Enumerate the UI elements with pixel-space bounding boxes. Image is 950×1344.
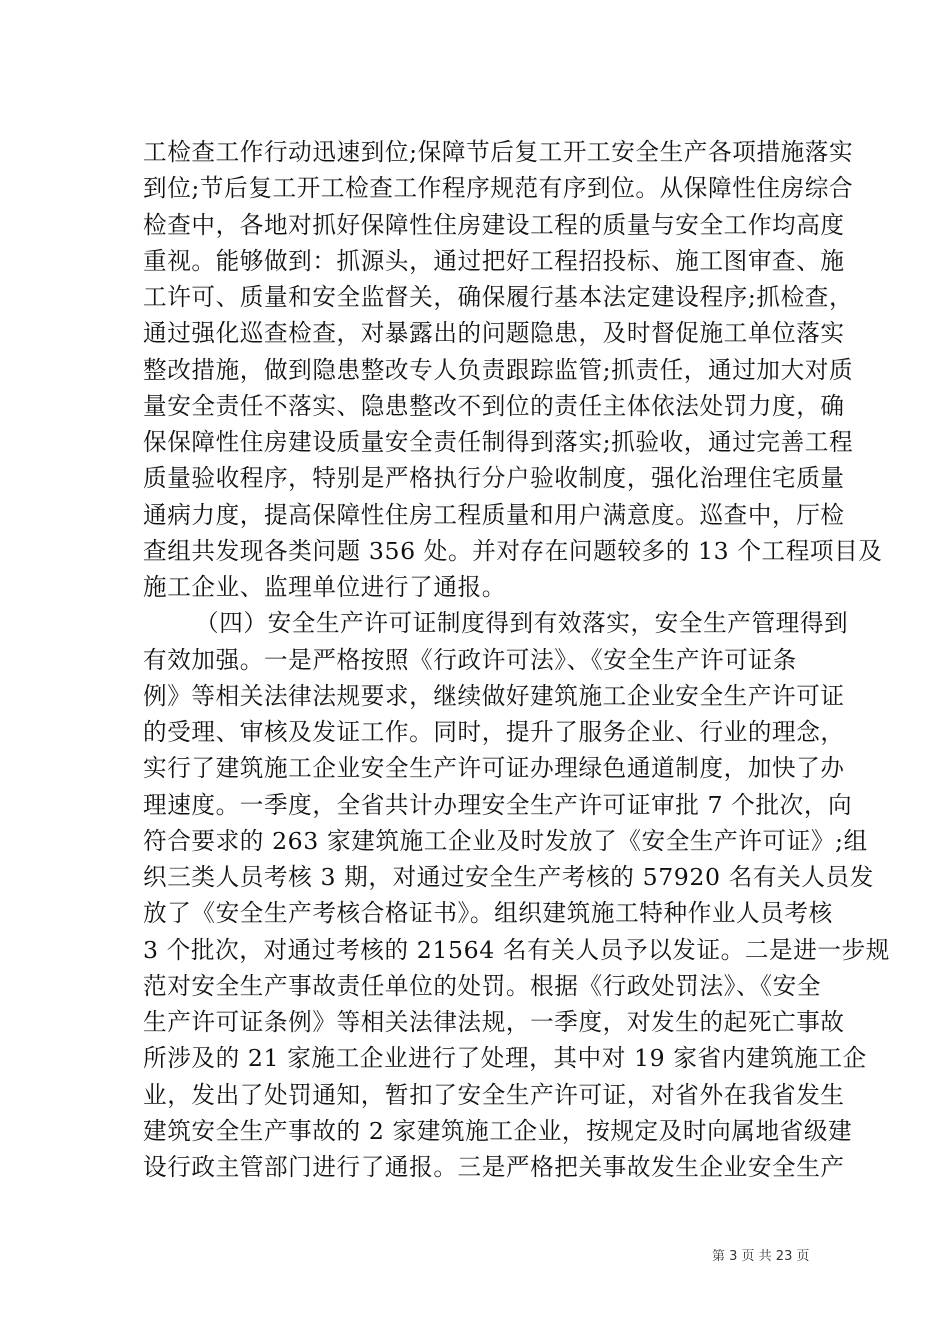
text-line: 生产许可证条例》等相关法律法规，一季度，对发生的起死亡事故 <box>143 1008 845 1036</box>
text-line: 3 个批次，对通过考核的 21564 名有关人员予以发证。二是进一步规 <box>143 935 891 964</box>
text-line: 例》等相关法律法规要求，继续做好建筑施工企业安全生产许可证 <box>143 681 845 710</box>
text-line: 质量验收程序，特别是严格执行分户验收制度，强化治理住宅质量 <box>143 464 845 493</box>
page-number-footer: 第 3 页 共 23 页 <box>712 1249 810 1264</box>
text-line: 符合要求的 263 家建筑施工企业及时发放了《安全生产许可证》;组 <box>143 826 868 855</box>
text-line: 检查中，各地对抓好保障性住房建设工程的质量与安全工作均高度 <box>143 210 845 239</box>
text-line: 施工企业、监理单位进行了通报。 <box>143 573 506 601</box>
text-line: 通病力度，提高保障性住房工程质量和用户满意度。巡查中，厅检 <box>143 500 845 529</box>
text-line: 保保障性住房建设质量安全责任制得到落实;抓验收，通过完善工程 <box>143 428 854 456</box>
text-line: 实行了建筑施工企业安全生产许可证办理绿色通道制度，加快了办 <box>143 754 845 783</box>
text-line: 工许可、质量和安全监督关，确保履行基本法定建设程序;抓检查， <box>143 283 854 311</box>
text-line: 查组共发现各类问题 356 处。并对存在问题较多的 13 个工程项目及 <box>143 536 883 565</box>
section-heading-line: （四）安全生产许可证制度得到有效落实，安全生产管理得到 <box>195 609 849 638</box>
text-line: 理速度。一季度，全省共计办理安全生产许可证审批 7 个批次，向 <box>143 790 853 819</box>
text-line: 放了《安全生产考核合格证书》。组织建筑施工特种作业人员考核 <box>143 899 833 928</box>
text-line: 所涉及的 21 家施工企业进行了处理，其中对 19 家省内建筑施工企 <box>143 1044 867 1073</box>
paragraph-2 <box>143 605 891 1185</box>
body-text <box>143 134 891 1185</box>
text-line: 整改措施，做到隐患整改专人负责跟踪监管;抓责任，通过加大对质 <box>143 355 854 384</box>
text-line: 有效加强。一是严格按照《行政许可法》、《安全生产许可证条 <box>143 645 797 674</box>
text-line: 量安全责任不落实、隐患整改不到位的责任主体依法处罚力度，确 <box>143 391 845 420</box>
text-line: 工检查工作行动迅速到位;保障节后复工开工安全生产各项措施落实 <box>143 138 854 166</box>
text-line: 建筑安全生产事故的 2 家建筑施工企业，按规定及时向属地省级建 <box>143 1116 853 1145</box>
text-line: 的受理、审核及发证工作。同时，提升了服务企业、行业的理念， <box>143 718 845 746</box>
paragraph-1 <box>143 134 883 605</box>
text-line: 织三类人员考核 3 期，对通过安全生产考核的 57920 名有关人员发 <box>143 863 874 891</box>
text-line: 业，发出了处罚通知，暂扣了安全生产许可证，对省外在我省发生 <box>143 1080 845 1109</box>
text-line: 重视。能够做到：抓源头，通过把好工程招投标、施工图审查、施 <box>143 246 845 275</box>
text-line: 通过强化巡查检查，对暴露出的问题隐患，及时督促施工单位落实 <box>143 319 845 348</box>
text-line: 设行政主管部门进行了通报。三是严格把关事故发生企业安全生产 <box>143 1153 845 1181</box>
text-line: 范对安全生产事故责任单位的处罚。根据《行政处罚法》、《安全 <box>143 971 822 1000</box>
text-line: 到位;节后复工开工检查工作程序规范有序到位。从保障性住房综合 <box>143 174 854 203</box>
